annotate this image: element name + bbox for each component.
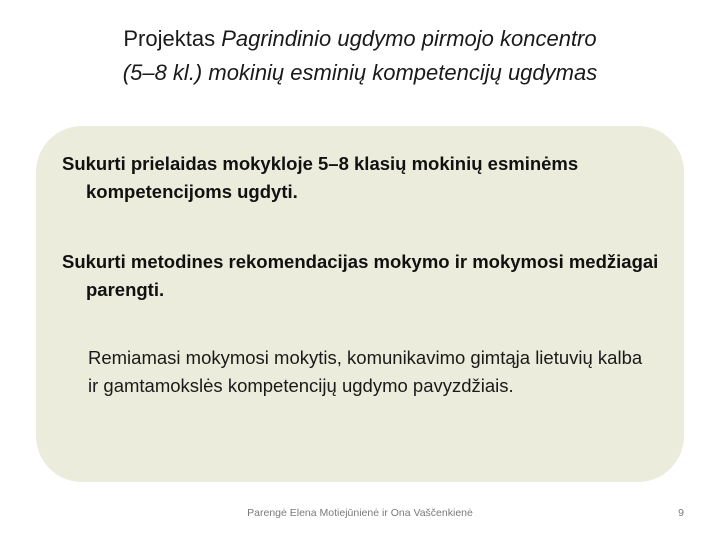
title-line-1 <box>0 22 720 56</box>
title-italic-part-2: (5–8 kl.) mokinių esminių kompetencijų ugdymas <box>122 60 598 85</box>
footer-credit: Parengė Elena Motiejūnienė ir Ona Vaščenkienė <box>247 507 473 519</box>
bullet-item-1: Sukurti prielaidas mokykloje 5–8 klasių mokinių esminėms kompetencijoms ugdyti. <box>62 153 579 202</box>
page-number: 9 <box>678 507 684 519</box>
title-line-2 <box>0 56 720 90</box>
title-italic-part-1: Pagrindinio ugdymo pirmojo koncentro <box>221 26 597 51</box>
slide-title <box>0 22 720 90</box>
examples-note: Remiamasi mokymosi mokytis, komunikavimo gimtąja lietuvių kalba ir gamtamokslės kompetencijų ugdymo pavyzdžiais. <box>88 347 643 396</box>
title-prefix: Projektas <box>123 26 222 51</box>
bullet-item-2: Sukurti metodines rekomendacijas mokymo ir mokymosi medžiagai parengti. <box>62 251 659 300</box>
